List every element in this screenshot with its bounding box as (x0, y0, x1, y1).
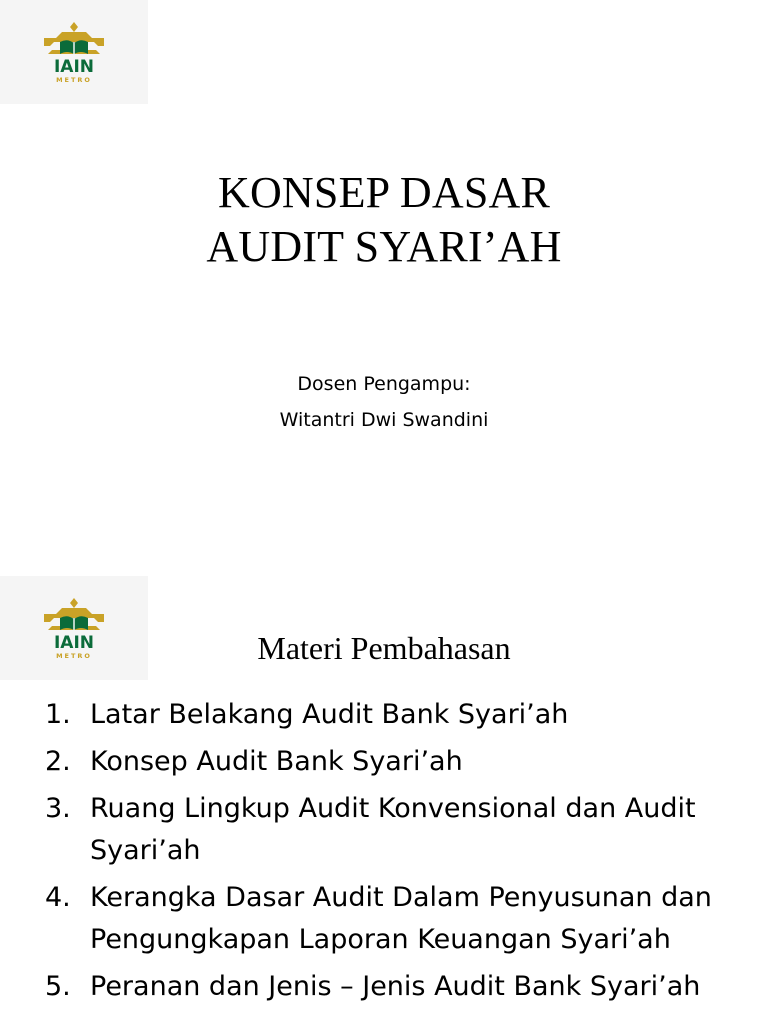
lecturer-name: Witantri Dwi Swandini (279, 409, 489, 431)
section-heading-text: Materi Pembahasan (257, 630, 511, 666)
list-item (0, 788, 768, 872)
logo-text-main: IAIN (53, 633, 95, 653)
list-item-number: 1. (45, 699, 71, 730)
lecturer-info (0, 366, 768, 438)
list-item-text: Kerangka Dasar Audit Dalam Penyusunan dan Pengungkapan Laporan Keuangan Syari’ah (90, 882, 712, 955)
title-line-1: KONSEP DASAR (217, 168, 551, 217)
list-item (0, 694, 768, 736)
topic-list (0, 694, 768, 1013)
logo-text-sub: METRO (56, 76, 92, 84)
list-item-text: Ruang Lingkup Audit Konvensional dan Audit Syari’ah (90, 793, 696, 866)
list-item-number: 3. (45, 793, 71, 824)
slide-title (0, 166, 768, 274)
list-item-number: 5. (45, 971, 71, 1002)
section-heading (0, 628, 768, 668)
list-item (0, 741, 768, 783)
list-item (0, 966, 768, 1008)
list-item-text: Peranan dan Jenis – Jenis Audit Bank Syari’ah (90, 971, 701, 1002)
topics-slide (0, 576, 768, 1024)
logo-text-sub: METRO (56, 652, 92, 660)
list-item (0, 877, 768, 961)
iain-metro-logo-icon (38, 20, 110, 86)
list-item-number: 4. (45, 882, 71, 913)
list-item-text: Konsep Audit Bank Syari’ah (90, 746, 463, 777)
logo-text-main: IAIN (53, 57, 95, 77)
lecturer-label: Dosen Pengampu: (297, 373, 471, 395)
logo-panel (0, 0, 148, 104)
title-line-2: AUDIT SYARI’AH (206, 222, 562, 271)
list-item-number: 2. (45, 746, 71, 777)
list-item-text: Latar Belakang Audit Bank Syari’ah (90, 699, 569, 730)
